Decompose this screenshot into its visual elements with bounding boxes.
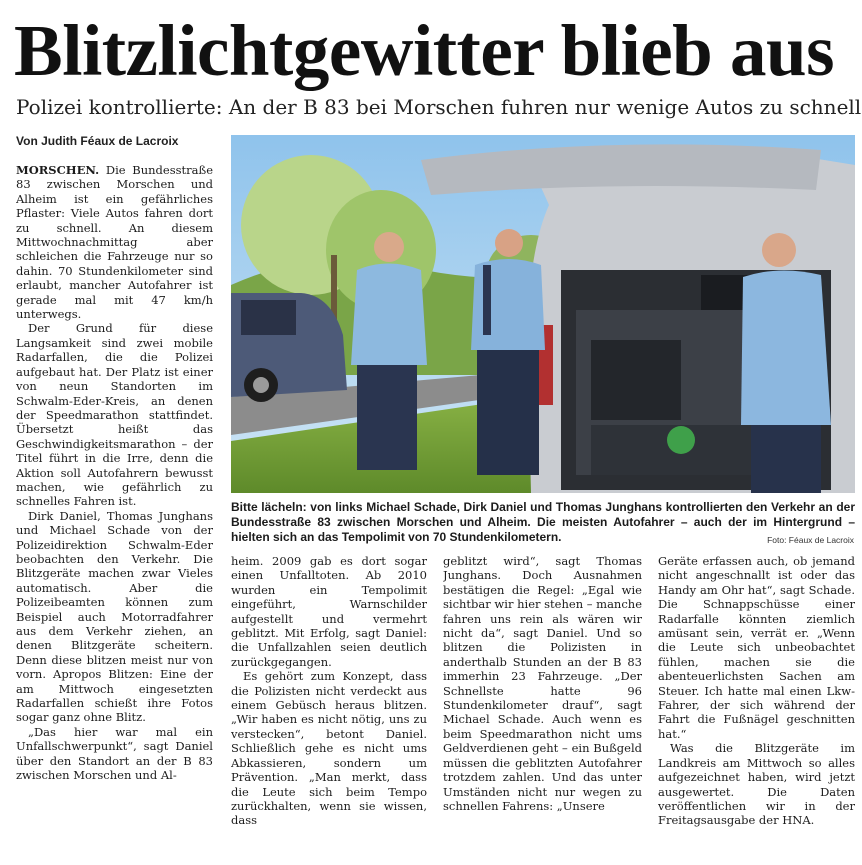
paragraph: heim. 2009 gab es dort sogar einen Unfalltoten. Ab 2010 wurden ein Tempolimit eingeführt, Warnschilder aufgestellt und vermehrt geblitzt. Mit Erfolg, sagt Daniel: die Unfallzahlen seien deutlich zurückgegangen.	[231, 554, 427, 669]
paragraph: Dirk Daniel, Thomas Junghans und Michael Schade von der Polizeidirektion Schwalm-Eder beobachten den Verkehr. Die Blitzgeräte machen zwar Vieles automatisch. Aber die Polizeibeamten können zum Beispiel auch Motorradfahrer aus dem Verkehr ziehen, an denen Blitzgeräte scheitern. Denn diese blitzen meist nur von vorn. Apropos Blitzen: Eine der am Mittwoch eingesetzten Radarfallen schießt ihre Fotos sogar ganz ohne Blitz.	[16, 508, 213, 725]
paragraph: Was die Blitzgeräte im Landkreis am Mittwoch so alles aufgezeichnet haben, wird jetzt ausgewertet. Die Daten veröffentlichen wir in der Freitagsausgabe der HNA.	[658, 741, 855, 828]
paragraph	[16, 163, 213, 321]
paragraph: geblitzt wird“, sagt Thomas Junghans. Doch Ausnahmen bestätigen die Regel: „Egal wie sichtbar wir hier stehen – manche fahren uns rein als wären wir nicht da“, sagt Daniel. Und so blitzen die Polizisten in anderthalb Stunden an der B 83 immerhin 23 Fahrzeuge. „Der Schnellste hatte 96 Stundenkilometer drauf“, sagt Michael Schade. Auch wenn es beim Speedmarathon nicht ums Geldverdienen geht – ein Bußgeld müssen die geblitzten Autofahrer trotzdem zahlen. Und das unter Umständen nicht nur wegen zu schnellen Fahrens: „Unsere	[443, 554, 642, 813]
paragraph: Es gehört zum Konzept, dass die Polizisten nicht verdeckt aus einem Gebüsch heraus blitzen. „Wir haben es nicht nötig, uns zu verstecken“, betont Daniel. Schließlich gehe es nicht ums Abkassieren, sondern um Prävention. „Man merkt, dass die Leute sich beim Tempo zurückhalten, wenn sie wissen, dass	[231, 669, 427, 828]
photo-credit: Foto: Féaux de Lacroix	[767, 535, 854, 545]
article-column-4	[658, 554, 855, 863]
article-column-3	[443, 554, 642, 863]
paragraph-text: Die Bundesstraße 83 zwischen Morschen und Alheim ist ein gefährliches Pflaster: Viele Autos fahren dort zu schnell. An diesem Mittwochnachmittag aber schleichen die Fahrzeuge nur so dahin. 70 Stundenkilometer sind erlaubt, mancher Autofahrer ist gerade mal mit 47 km/h unterwegs.	[16, 163, 213, 322]
byline: Von Judith Féaux de Lacroix	[16, 134, 179, 148]
dateline: MORSCHEN.	[16, 163, 100, 177]
headline: Blitzlichtgewitter blieb aus	[14, 10, 835, 91]
article-photo	[231, 135, 855, 493]
paragraph: Der Grund für diese Langsamkeit sind zwei mobile Radarfallen, die die Polizei aufgebaut hat. Der Platz ist einer von neun Standorten im Schwalm-Eder-Kreis, an denen der Speedmarathon stattfindet. Übersetzt heißt das Geschwindigkeitsmarathon – der Titel führt in die Irre, denn die Aktion soll Autofahrern bewusst machen, wie gefährlich zu schnelles Fahren ist.	[16, 321, 213, 509]
article-column-2	[231, 554, 427, 863]
subheadline: Polizei kontrollierte: An der B 83 bei Morschen fuhren nur wenige Autos zu schnell	[16, 95, 862, 119]
photo-caption: Bitte lächeln: von links Michael Schade, Dirk Daniel und Thomas Junghans kontrollierten den Verkehr an der Bundesstraße 83 zwischen Morschen und Alheim. Die meisten Autofahrer – auch der im Hintergrund – hielten sich an das Tempolimit von 70 Stundenkilometern.	[231, 500, 855, 544]
photo-illustration	[231, 135, 855, 493]
paragraph: „Das hier war mal ein Unfallschwerpunkt“, sagt Daniel über den Standort an der B 83 zwischen Morschen und Al-	[16, 724, 213, 783]
paragraph: Geräte erfassen auch, ob jemand nicht angeschnallt ist oder das Handy am Ohr hat“, sagt Schade. Die Schnappschüsse einer Radarfalle könnten ziemlich amüsant sein, verrät er. „Wenn die Leute sich unbeobachtet fühlen, machen sie die abenteuerlichsten Sachen am Steuer. Ich hatte mal einen Lkw-Fahrer, der sich während der Fahrt die Fußnägel geschnitten hat.“	[658, 554, 855, 741]
article-column-1	[16, 163, 213, 863]
